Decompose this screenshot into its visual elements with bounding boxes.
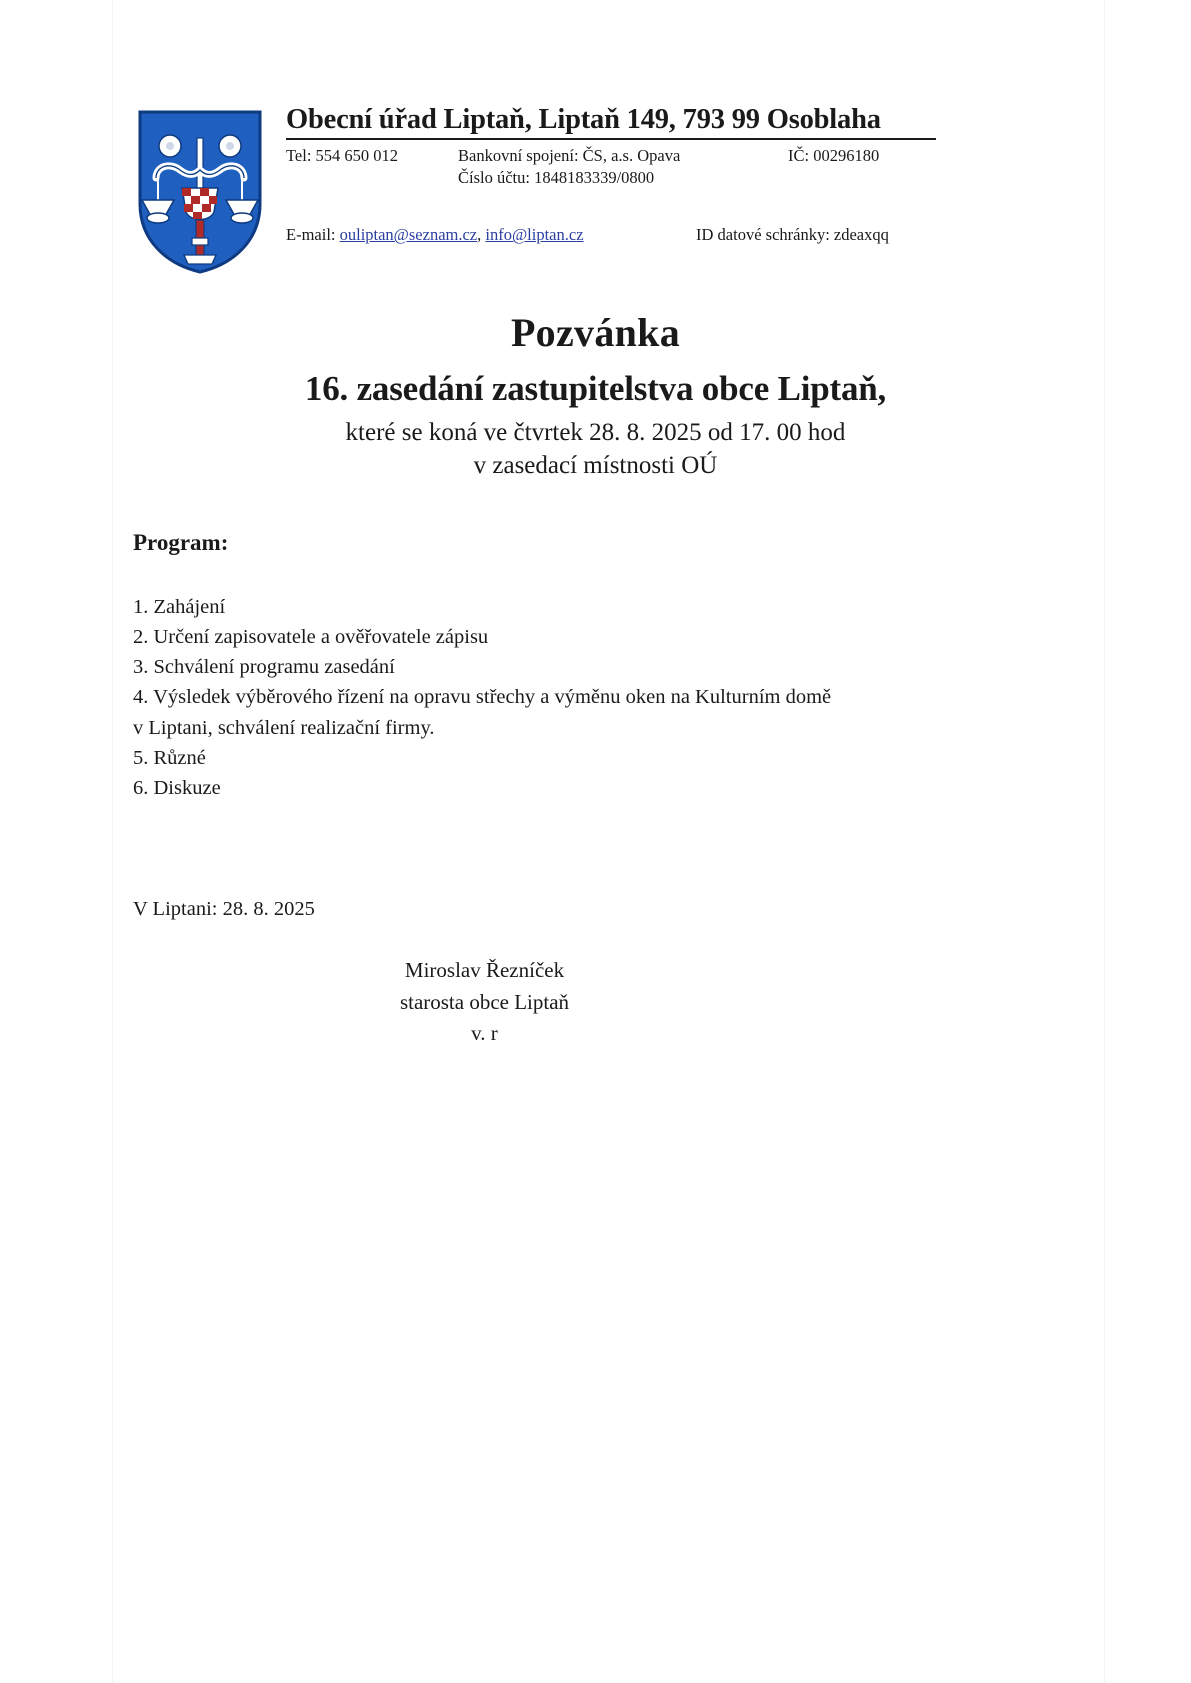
bank-name: Bankovní spojení: ČS, a.s. Opava: [458, 145, 681, 165]
coat-of-arms-icon: [136, 104, 268, 276]
contact-row-2: [286, 167, 936, 189]
signer-role: starosta obce Liptaň: [399, 989, 570, 1014]
list-item: 4. Výsledek výběrového řízení na opravu střechy a výměnu oken na Kulturním domě: [133, 686, 832, 709]
ico-number: IČ: 00296180: [788, 145, 880, 165]
signature-vr-mark: v. r: [471, 1021, 498, 1045]
letterhead-text: [268, 104, 936, 245]
list-item: 3. Schválení programu zasedání: [133, 656, 395, 679]
program-heading: Program:: [133, 530, 229, 555]
email-separator: ,: [477, 225, 482, 245]
email-link-primary[interactable]: ouliptan@seznam.cz: [339, 225, 478, 245]
meeting-title: 16. zasedání zastupitelstva obce Liptaň,: [304, 369, 887, 408]
email-group: [286, 225, 696, 245]
scan-edge-left: [112, 0, 113, 1683]
page-title: Pozvánka: [510, 310, 681, 355]
signer-name: Miroslav Řezníček: [404, 958, 565, 982]
signature-block: [0, 955, 1191, 1050]
email-row: [286, 225, 936, 245]
data-box-id: ID datové schránky: zdeaxqq: [696, 225, 889, 245]
letterhead: [136, 104, 936, 276]
contact-row-1: [286, 145, 936, 167]
list-item: 6. Diskuze: [133, 776, 221, 799]
email-link-secondary[interactable]: info@liptan.cz: [485, 225, 584, 245]
meeting-location: v zasedací místnosti OÚ: [473, 451, 718, 479]
telephone: Tel: 554 650 012: [286, 145, 399, 165]
email-label: E-mail:: [286, 225, 336, 245]
invitation-title-block: [0, 308, 1191, 482]
list-item: 1. Zahájení: [133, 596, 226, 618]
place-and-date: V Liptani: 28. 8. 2025: [133, 898, 315, 920]
scan-edge-right: [1104, 0, 1105, 1683]
spacer: [286, 167, 458, 189]
list-item: 5. Různé: [133, 746, 206, 769]
list-item: 2. Určení zapisovatele a ověřovatele zápisu: [133, 626, 489, 649]
office-title: Obecní úřad Liptaň, Liptaň 149, 793 99 Osoblaha: [286, 104, 936, 140]
account-number: Číslo účtu: 1848183339/0800: [458, 168, 655, 188]
program-list: [133, 592, 1033, 803]
list-item-continuation: v Liptani, schválení realizační firmy.: [133, 716, 435, 739]
meeting-datetime: které se koná ve čtvrtek 28. 8. 2025 od 17. 00 hod: [345, 418, 846, 446]
